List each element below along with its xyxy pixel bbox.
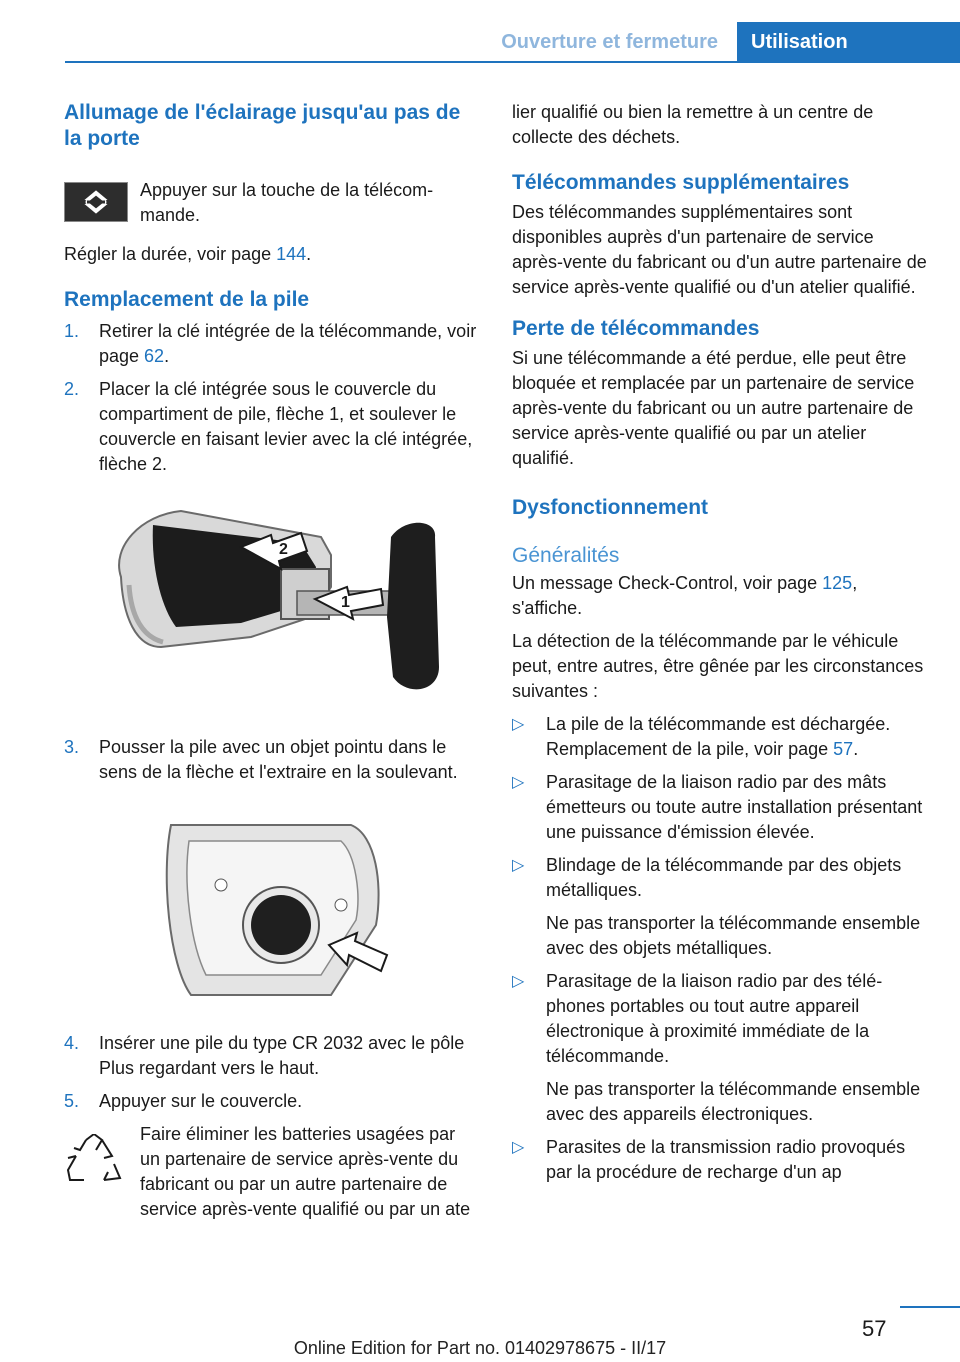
figure-label-2: 2 <box>279 541 288 558</box>
edition-footer: Online Edition for Part no. 01402978675 - II/17 <box>293 1338 667 1358</box>
right-column <box>512 100 928 1185</box>
duration-paragraph <box>64 242 478 267</box>
disposal-note <box>64 1122 478 1222</box>
recycling-icon <box>64 1134 124 1195</box>
step-1 <box>64 319 478 369</box>
list-item <box>512 712 928 762</box>
battery-steps-c <box>64 1031 478 1114</box>
heading-additional-remotes: Télécommandes supplémentaires <box>512 171 850 194</box>
list-item-text: Blindage de la télécommande par des objets métalliques. <box>546 855 902 900</box>
list-item-text: Parasitage de la liaison radio par des téléphones portables ou tout autre appareil électronique à proximité immédiate de la télécommande. <box>546 971 883 1066</box>
bullet-arrow-icon: ▷ <box>512 716 525 733</box>
step-end: . <box>164 346 170 366</box>
step-text: Pousser la pile avec un objet pointu dans le sens de la flèche et l'extraire en la soulevant. <box>99 737 458 782</box>
left-column <box>64 100 478 1222</box>
step-text: Insérer une pile du type CR 2032 avec le pôle Plus regardant vers le haut. <box>99 1033 465 1078</box>
lost-remotes-text: Si une télécommande a été perdue, elle peut être bloquée et remplacée par un partenaire de service après-vente du fabricant ou un autre partenaire de service après-vente qualifié ou par un atelier qualifié. <box>512 348 915 468</box>
heading-door-lighting: Allumage de l'éclairage jusqu'au pas de la porte <box>64 101 461 150</box>
page-link-57[interactable]: 57 <box>833 739 854 759</box>
header-rule <box>65 61 960 63</box>
bullet-arrow-icon: ▷ <box>512 973 525 990</box>
page-link-144[interactable]: 144 <box>276 244 307 264</box>
heading-lost-remotes: Perte de télécommandes <box>512 317 760 340</box>
list-item-text: La pile de la télécommande est déchargée. Remplacement de la pile, voir page <box>546 714 891 759</box>
remote-button-icon <box>64 182 128 229</box>
step-4 <box>64 1031 478 1081</box>
footer-rule <box>900 1306 960 1308</box>
battery-removal-figure <box>151 815 391 1005</box>
check-control-paragraph <box>512 571 928 621</box>
list-item-end: . <box>853 739 859 759</box>
header-chapter-tab: Utilisation <box>737 22 960 63</box>
list-item <box>512 853 928 961</box>
step-2 <box>64 377 478 477</box>
step-3 <box>64 735 478 785</box>
list-item <box>512 1135 928 1185</box>
detection-text: La détection de la télécommande par le véhicule peut, entre autres, être gênée par les circonstances suivantes : <box>512 631 924 701</box>
list-item-text: Parasites de la transmission radio provoqués par la procédure de recharge d'un ap <box>546 1137 906 1182</box>
list-item-text: Parasitage de la liaison radio par des mâts émetteurs ou toute autre installation présentant une puissance d'émission élevée. <box>546 772 923 842</box>
step-text: Retirer la clé intégrée de la télécommande, voir page <box>99 321 477 366</box>
step-number: 5. <box>64 1091 80 1111</box>
page-number: 57 <box>862 1316 887 1341</box>
heading-battery-replacement: Remplacement de la pile <box>64 288 310 311</box>
step-number: 2. <box>64 379 80 399</box>
duration-text: Régler la durée, voir page <box>64 244 277 264</box>
battery-steps-b <box>64 735 478 785</box>
step-5 <box>64 1089 478 1114</box>
step-number: 1. <box>64 321 80 341</box>
key-removal-figure <box>101 507 441 707</box>
lighting-instruction <box>64 178 478 228</box>
additional-remotes-text: Des télécommandes supplémentaires sont disponibles auprès d'un partenaire de service après-vente du fabricant ou d'un autre partenaire de service après-vente qualifié ou d'un atelier qualifié. <box>512 202 927 297</box>
bullet-arrow-icon: ▷ <box>512 1139 525 1156</box>
heading-general: Généralités <box>512 544 620 567</box>
page-link-125[interactable]: 125 <box>822 573 853 593</box>
list-item-note: Ne pas transporter la télécommande ensemble avec des objets métalliques. <box>546 913 921 958</box>
list-item <box>512 969 928 1127</box>
bullet-arrow-icon: ▷ <box>512 857 525 874</box>
heading-malfunction: Dysfonctionnement <box>512 496 709 519</box>
step-number: 4. <box>64 1033 80 1053</box>
step-text: Appuyer sur le couvercle. <box>99 1091 303 1111</box>
battery-steps-a <box>64 319 478 477</box>
step-number: 3. <box>64 737 80 757</box>
check-control-end: , s'affiche. <box>512 573 858 618</box>
disposal-text: Faire éliminer les batteries usagées par un partenaire de service après-vente du fabricant ou par un autre partenaire de service après-vente qualifié ou par un ate <box>140 1124 471 1219</box>
disposal-continued: lier qualifié ou bien la remettre à un centre de collecte des déchets. <box>512 102 874 147</box>
bullet-arrow-icon: ▷ <box>512 774 525 791</box>
list-item-note: Ne pas transporter la télécommande ensemble avec des appareils électroniques. <box>546 1079 921 1124</box>
header-section-tab: Ouverture et fermeture <box>501 31 718 53</box>
step-text: Placer la clé intégrée sous le couvercle du compartiment de pile, flèche 1, et soulever le couvercle en faisant levier avec la clé intégrée, flèche 2. <box>99 379 473 474</box>
check-control-text: Un message Check-Control, voir page <box>512 573 823 593</box>
interference-list <box>512 712 928 1185</box>
figure-label-1: 1 <box>341 594 350 611</box>
page-link-62[interactable]: 62 <box>144 346 165 366</box>
list-item <box>512 770 928 845</box>
lighting-text: Appuyer sur la touche de la télécommande. <box>140 180 434 225</box>
duration-end: . <box>306 244 312 264</box>
